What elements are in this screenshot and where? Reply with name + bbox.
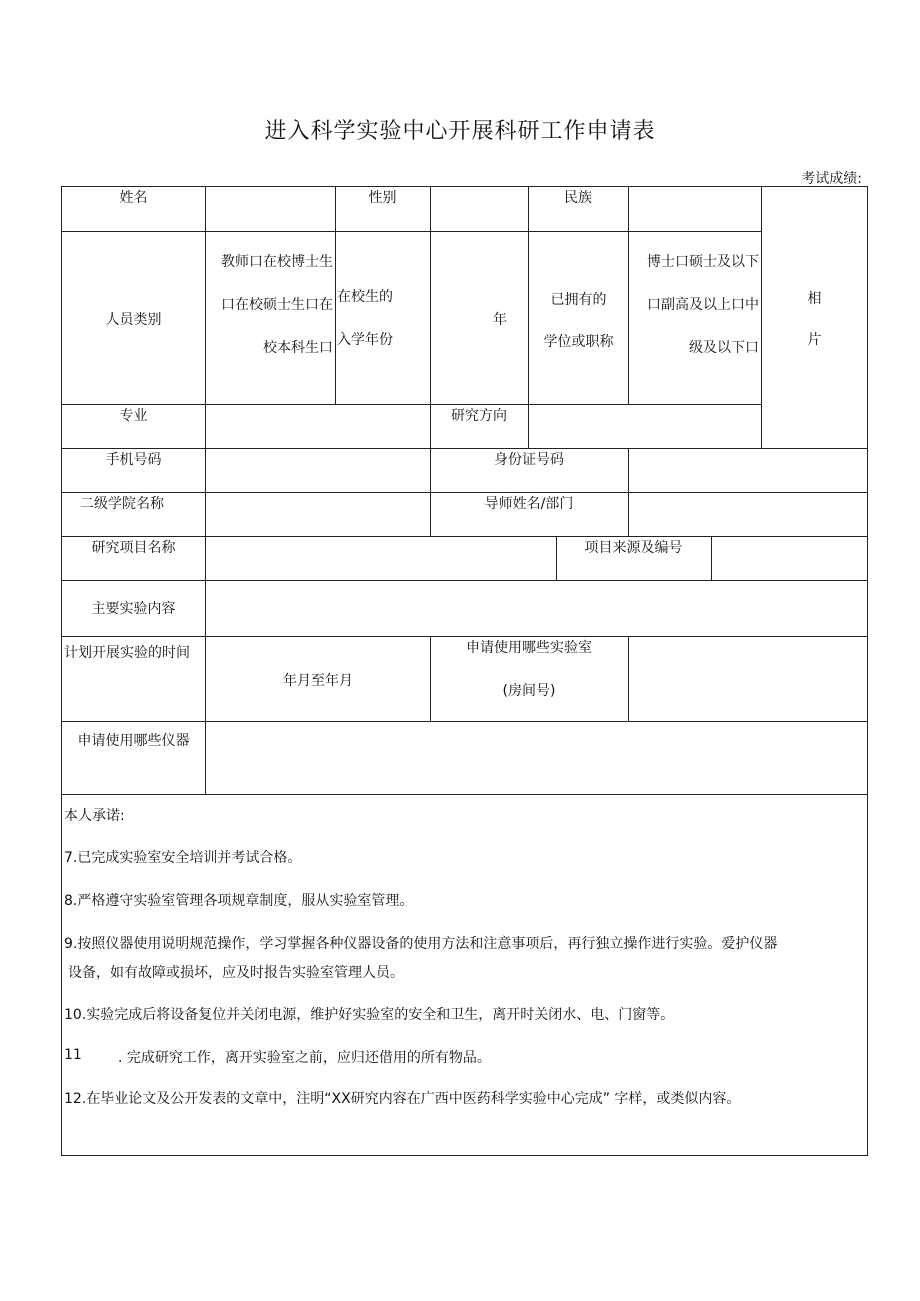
personnel-option-line-3: 校本科生口 — [263, 340, 333, 356]
degree-label-1: 已拥有的 — [550, 292, 607, 308]
photo-label-1: 相 — [807, 291, 822, 307]
enroll-year-label-1: 在校生的 — [337, 289, 393, 305]
room-number-label: (房间号) — [502, 683, 556, 699]
form-title: 进入科学实验中心开展科研工作申请表 — [264, 119, 656, 144]
degree-option-line-2: 口副高及以上口中 — [647, 297, 759, 313]
pledge-item-10: 10.实验完成后将设备复位并关闭电源，维护好实验室的安全和卫生，离开时关闭水、电、门窗等。 — [64, 1007, 675, 1023]
degree-option-line-3: 级及以下口 — [689, 340, 759, 356]
personnel-type-label: 人员类别 — [105, 312, 162, 328]
pledge-item-12: 12.在毕业论文及公开发表的文章中，注明“XX研究内容在广西中医药科学实验中心完成” 字样，或类似内容。 — [64, 1091, 741, 1107]
pledge-item-11: . 完成研究工作，离开实验室之前，应归还借用的所有物品。 — [118, 1050, 491, 1066]
enroll-year-label-2: 入学年份 — [337, 332, 393, 348]
pledge-item-11-number: 11 — [64, 1047, 82, 1063]
exam-score-label: 考试成绩: — [801, 171, 862, 187]
photo-label-2: 片 — [807, 332, 822, 348]
name-label: 姓名 — [119, 190, 148, 206]
degree-label-2: 学位或职称 — [543, 334, 614, 350]
college-label: 二级学院名称 — [80, 496, 164, 512]
pledge-item-9-continued: 设备，如有故障或损坏，应及时报告实验室管理人员。 — [68, 965, 404, 981]
advisor-label: 导师姓名/部门 — [484, 496, 574, 512]
personnel-option-line-2: 口在校硕士生口在 — [221, 297, 333, 313]
lab-rooms-label: 申请使用哪些实验室 — [466, 640, 592, 656]
major-label: 专业 — [119, 408, 148, 424]
ethnicity-label: 民族 — [564, 190, 592, 206]
main-content-label: 主要实验内容 — [91, 601, 176, 617]
time-range-label: 年月至年月 — [283, 673, 353, 689]
gender-label: 性别 — [368, 190, 397, 206]
research-direction-label: 研究方向 — [451, 408, 507, 424]
plan-time-label: 计划开展实验的时间 — [64, 645, 190, 661]
project-name-label: 研究项目名称 — [91, 540, 176, 556]
application-form — [61, 186, 868, 1156]
pledge-item-9: 9.按照仪器使用说明规范操作，学习掌握各种仪器设备的使用方法和注意事项后，再行独立操作进行实验。爱护仪器 — [64, 936, 778, 952]
year-label: 年 — [493, 312, 507, 328]
id-number-label: 身份证号码 — [494, 452, 564, 468]
project-source-label: 项目来源及编号 — [584, 540, 683, 556]
degree-option-line-1: 博士口硕士及以下 — [647, 254, 759, 270]
pledge-item-8: 8.严格遵守实验室管理各项规章制度，服从实验室管理。 — [64, 893, 414, 909]
personnel-option-line-1: 教师口在校博士生 — [221, 254, 333, 270]
pledge-heading: 本人承诺: — [64, 808, 125, 824]
pledge-item-7: 7.已完成实验室安全培训并考试合格。 — [64, 850, 302, 866]
instruments-label: 申请使用哪些仪器 — [77, 733, 190, 749]
phone-label: 手机号码 — [105, 452, 162, 468]
